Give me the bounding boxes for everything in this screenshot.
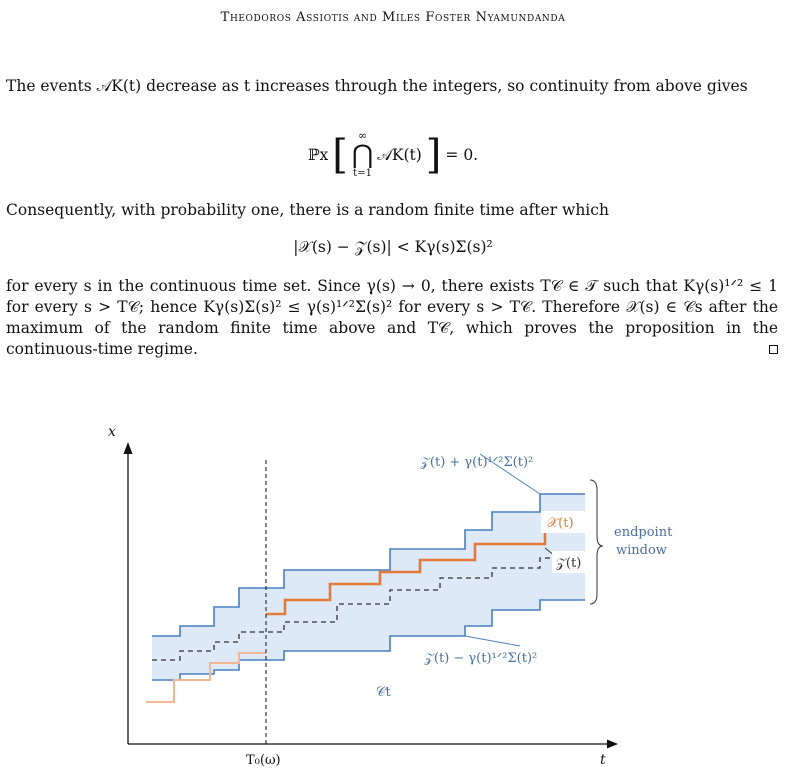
eq-rhs: = 0.: [445, 146, 479, 164]
right-bracket: ]: [425, 132, 442, 178]
equation-inequality: |𝒳(s) − 𝒵(s)| < Kγ(s)Σ(s)²: [293, 238, 493, 256]
region-label: 𝒞t: [376, 685, 391, 700]
window-label-line2: window: [616, 543, 667, 558]
endpoint-window-figure: [0, 410, 786, 776]
op-top: ∞: [357, 129, 368, 142]
running-header: Theodoros Assiotis and Miles Foster Nyamundanda: [220, 10, 566, 25]
x-axis-label: x: [108, 424, 116, 440]
window-label-line1: endpoint: [614, 525, 673, 540]
x-process-label: 𝒳(t): [547, 516, 574, 531]
big-intersection: [352, 130, 373, 180]
t0-label: T₀(ω): [246, 753, 281, 768]
lower-label-leader: [465, 636, 520, 646]
op-symbol: ⋂: [351, 140, 374, 170]
lower-band-label: 𝒵(t) − γ(t)¹ᐟ²Σ(t)²: [424, 651, 538, 666]
equation-intersection: [0, 130, 786, 180]
upper-band-label: 𝒵(t) + γ(t)¹ᐟ²Σ(t)²: [420, 455, 534, 470]
qed-symbol: [769, 345, 778, 354]
op-bottom: t=1: [353, 168, 372, 179]
paragraph-conclusion: for every s in the continuous time set. Since γ(s) → 0, there exists T𝒞 ∈ 𝒯 such that Kγ(s)¹ᐟ² ≤ 1 for every s > T𝒞; hence Kγ(s)Σ(s)² ≤ γ(s)¹ᐟ²Σ(s)² for every s > T𝒞. Therefore 𝒳(s) ∈ 𝒞s after the maximum of the random finite time above and T𝒞, which proves the proposition in the continuous-time regime.: [6, 277, 778, 358]
t-axis-label: t: [600, 752, 606, 768]
x-axis-arrow-icon: [124, 442, 133, 454]
z-process-label: 𝒵(t): [556, 556, 582, 571]
left-bracket: [: [332, 132, 348, 178]
paragraph-continuity: The events 𝒜K(t) decrease as t increases through the integers, so continuity from above gives: [6, 77, 748, 95]
paragraph-consequently: Consequently, with probability one, there is a random finite time after which: [6, 201, 609, 219]
eq-body: 𝒜K(t): [377, 145, 422, 164]
t-axis-arrow-icon: [607, 740, 618, 749]
eq-prefix: ℙx: [307, 146, 329, 164]
endpoint-window-brace: [590, 480, 603, 604]
